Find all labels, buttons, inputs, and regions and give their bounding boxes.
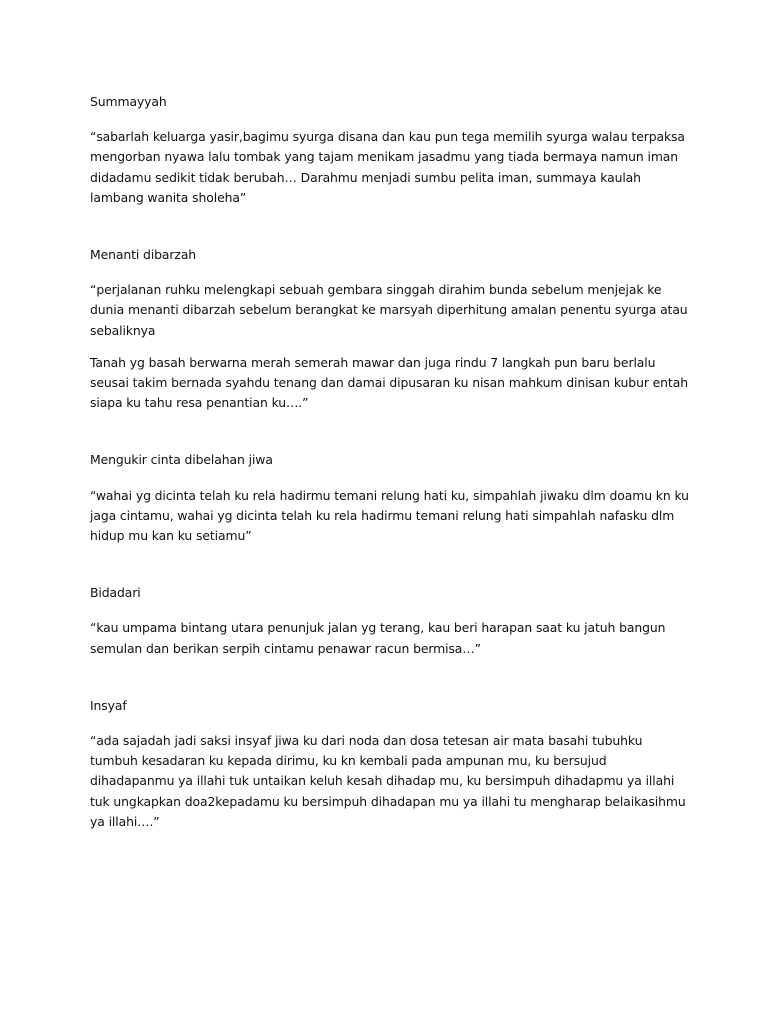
section-mengukir-cinta xyxy=(90,450,690,546)
section-paragraph: Tanah yg basah berwarna merah semerah mawar dan juga rindu 7 langkah pun baru berlalu seusai takim bernada syahdu tenang dan damai dipusaran ku nisan mahkum dinisan kubur entah siapa ku tahu resa penantian ku….” xyxy=(90,354,688,411)
section-paragraph: “perjalanan ruhku melengkapi sebuah gembara singgah dirahim bunda sebelum menjejak ke dunia menanti dibarzah sebelum berangkat ke marsyah diperhitung amalan penentu syurga atau sebaliknya xyxy=(90,282,688,338)
section-paragraph: “ada sajadah jadi saksi insyaf jiwa ku dari noda dan dosa tetesan air mata basahi tubuhku tumbuh kesadaran ku kepada dirimu, ku kn kembali pada ampunan mu, ku bersujud dihadapanmu ya illahi tuk untaikan keluh kesah dihadap mu, ku bersimpuh dihadapmu ya illahi tuk ungkapkan doa2kepadamu ku bersimpuh dihadapan mu ya illahi tu mengharap belaikasihmu ya illahi….” xyxy=(90,733,686,829)
section-paragraph: “sabarlah keluarga yasir,bagimu syurga disana dan kau pun tega memilih syurga walau terpaksa mengorban nyawa lalu tombak yang tajam menikam jasadmu yang tiada bermaya namun iman didadamu sedikit tidak berubah… Darahmu menjadi sumbu pelita iman, summaya kaulah lambang wanita sholeha” xyxy=(90,129,685,205)
section-title: Mengukir cinta dibelahan jiwa xyxy=(90,452,273,468)
section-title: Bidadari xyxy=(90,585,141,601)
section-paragraph: “kau umpama bintang utara penunjuk jalan yg terang, kau beri harapan saat ku jatuh bangun semulan dan berikan serpih cintamu penawar racun bermisa…” xyxy=(90,620,666,656)
section-title: Insyaf xyxy=(90,697,127,713)
section-menanti-dibarzah xyxy=(90,245,690,413)
section-paragraph: “wahai yg dicinta telah ku rela hadirmu temani relung hati ku, simpahlah jiwaku dlm doamu kn ku jaga cintamu, wahai yg dicinta telah ku rela hadirmu temani relung hati simpahlah nafasku dlm hidup mu kan ku setiamu” xyxy=(90,487,689,544)
section-title: Menanti dibarzah xyxy=(90,247,197,263)
document-body xyxy=(90,92,690,844)
section-bidadari xyxy=(90,583,690,659)
section-insyaf xyxy=(90,696,690,832)
section-title: Summayyah xyxy=(90,94,167,109)
section-summayyah xyxy=(90,92,690,208)
